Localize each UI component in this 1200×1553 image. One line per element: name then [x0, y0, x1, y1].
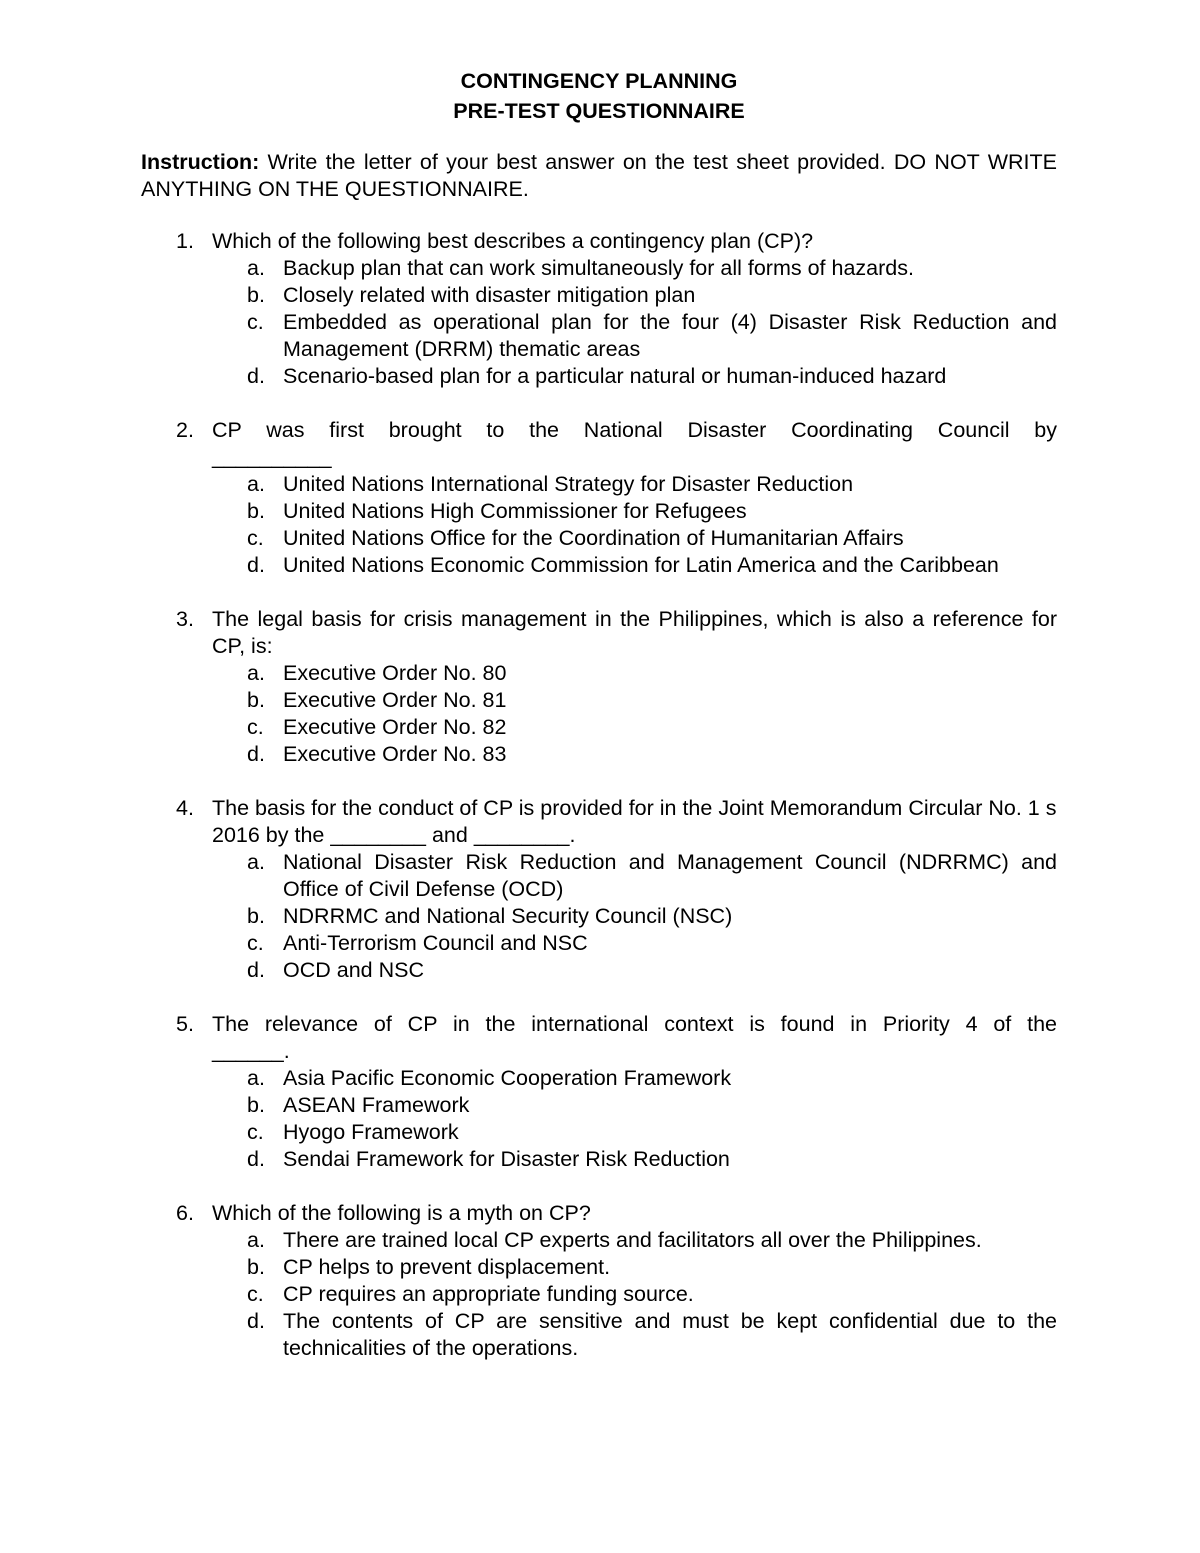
option-b: [212, 498, 1057, 525]
option-b: [212, 282, 1057, 309]
option-letter: a.: [247, 256, 265, 280]
question-4: [141, 795, 1057, 984]
question-2: [141, 417, 1057, 579]
option-text: ASEAN Framework: [283, 1093, 470, 1117]
option-text: Anti-Terrorism Council and NSC: [283, 931, 588, 955]
option-text: Sendai Framework for Disaster Risk Reduction: [283, 1147, 730, 1171]
question-number: 1.: [176, 229, 194, 253]
question-text: Which of the following best describes a contingency plan (CP)?: [212, 229, 814, 253]
question-text: The basis for the conduct of CP is provided for in the Joint Memorandum Circular No. 1 s 2016 by the ________ and ________.: [212, 796, 1057, 847]
document-title: [141, 66, 1057, 126]
option-d: [212, 363, 1057, 390]
option-list: [212, 660, 1057, 768]
option-text: CP helps to prevent displacement.: [283, 1255, 611, 1279]
question-number: 5.: [176, 1012, 194, 1036]
option-list: [212, 471, 1057, 579]
option-letter: b.: [247, 688, 265, 712]
instruction-paragraph: [141, 149, 1057, 203]
option-b: [212, 903, 1057, 930]
option-text: NDRRMC and National Security Council (NSC): [283, 904, 733, 928]
title-line-1: CONTINGENCY PLANNING: [460, 69, 738, 93]
option-text: Embedded as operational plan for the four (4) Disaster Risk Reduction and Management (DRRM) thematic areas: [283, 310, 1057, 361]
option-text: Executive Order No. 83: [283, 742, 507, 766]
question-text: CP was first brought to the National Disaster Coordinating Council by: [212, 418, 1057, 442]
option-text: The contents of CP are sensitive and must be kept confidential due to the technicalities of the operations.: [283, 1309, 1057, 1360]
question-number: 2.: [176, 418, 194, 442]
option-text: United Nations High Commissioner for Refugees: [283, 499, 747, 523]
instruction-label: Instruction:: [141, 150, 260, 174]
option-text: Asia Pacific Economic Cooperation Framework: [283, 1066, 732, 1090]
option-letter: c.: [247, 310, 264, 334]
option-letter: d.: [247, 1147, 265, 1171]
option-letter: b.: [247, 1093, 265, 1117]
option-text: OCD and NSC: [283, 958, 424, 982]
option-letter: b.: [247, 1255, 265, 1279]
question-number: 6.: [176, 1201, 194, 1225]
option-letter: c.: [247, 931, 264, 955]
option-letter: a.: [247, 472, 265, 496]
option-d: [212, 552, 1057, 579]
option-text: Closely related with disaster mitigation plan: [283, 283, 696, 307]
option-c: [212, 1119, 1057, 1146]
option-letter: a.: [247, 661, 265, 685]
option-text: CP requires an appropriate funding source.: [283, 1282, 694, 1306]
option-list: [212, 1227, 1057, 1362]
question-text: Which of the following is a myth on CP?: [212, 1201, 591, 1225]
option-c: [212, 714, 1057, 741]
option-letter: b.: [247, 904, 265, 928]
option-list: [212, 255, 1057, 390]
document-page: [141, 66, 1057, 1389]
option-letter: a.: [247, 850, 265, 874]
option-a: [212, 471, 1057, 498]
option-text: Hyogo Framework: [283, 1120, 459, 1144]
option-text: Executive Order No. 81: [283, 688, 507, 712]
option-b: [212, 1254, 1057, 1281]
option-text: United Nations International Strategy for Disaster Reduction: [283, 472, 854, 496]
option-letter: b.: [247, 499, 265, 523]
question-1: [141, 228, 1057, 390]
option-text: National Disaster Risk Reduction and Management Council (NDRRMC) and Office of Civil Defense (OCD): [283, 850, 1057, 901]
option-c: [212, 930, 1057, 957]
option-text: Executive Order No. 82: [283, 715, 507, 739]
option-letter: c.: [247, 1120, 264, 1144]
option-letter: b.: [247, 283, 265, 307]
question-text: The relevance of CP in the international context is found in Priority 4 of the: [212, 1012, 1057, 1036]
option-a: [212, 849, 1057, 903]
option-text: Executive Order No. 80: [283, 661, 507, 685]
option-c: [212, 1281, 1057, 1308]
option-a: [212, 1065, 1057, 1092]
option-text: United Nations Office for the Coordination of Humanitarian Affairs: [283, 526, 904, 550]
answer-blank: __________: [212, 445, 332, 469]
option-d: [212, 1308, 1057, 1362]
question-3: [141, 606, 1057, 768]
option-d: [212, 741, 1057, 768]
option-b: [212, 1092, 1057, 1119]
option-d: [212, 1146, 1057, 1173]
option-a: [212, 1227, 1057, 1254]
question-5: [141, 1011, 1057, 1173]
question-6: [141, 1200, 1057, 1362]
option-a: [212, 255, 1057, 282]
option-text: United Nations Economic Commission for Latin America and the Caribbean: [283, 553, 999, 577]
option-letter: a.: [247, 1228, 265, 1252]
option-text: Backup plan that can work simultaneously for all forms of hazards.: [283, 256, 914, 280]
option-text: Scenario-based plan for a particular natural or human-induced hazard: [283, 364, 947, 388]
option-text: There are trained local CP experts and facilitators all over the Philippines.: [283, 1228, 982, 1252]
question-list: [141, 228, 1057, 1362]
option-letter: d.: [247, 742, 265, 766]
option-b: [212, 687, 1057, 714]
option-letter: d.: [247, 1309, 265, 1333]
option-c: [212, 525, 1057, 552]
option-letter: c.: [247, 715, 264, 739]
option-letter: d.: [247, 958, 265, 982]
option-letter: d.: [247, 364, 265, 388]
question-number: 4.: [176, 796, 194, 820]
option-list: [212, 849, 1057, 984]
option-letter: c.: [247, 526, 264, 550]
instruction-text: Write the letter of your best answer on the test sheet provided. DO NOT WRITE ANYTHING ON THE QUESTIONNAIRE.: [141, 150, 1057, 201]
answer-blank: ______.: [212, 1039, 290, 1063]
option-letter: c.: [247, 1282, 264, 1306]
option-d: [212, 957, 1057, 984]
question-number: 3.: [176, 607, 194, 631]
option-letter: a.: [247, 1066, 265, 1090]
question-text: The legal basis for crisis management in the Philippines, which is also a reference for CP, is:: [212, 607, 1057, 658]
option-c: [212, 309, 1057, 363]
option-a: [212, 660, 1057, 687]
option-letter: d.: [247, 553, 265, 577]
title-line-2: PRE-TEST QUESTIONNAIRE: [453, 99, 745, 123]
option-list: [212, 1065, 1057, 1173]
